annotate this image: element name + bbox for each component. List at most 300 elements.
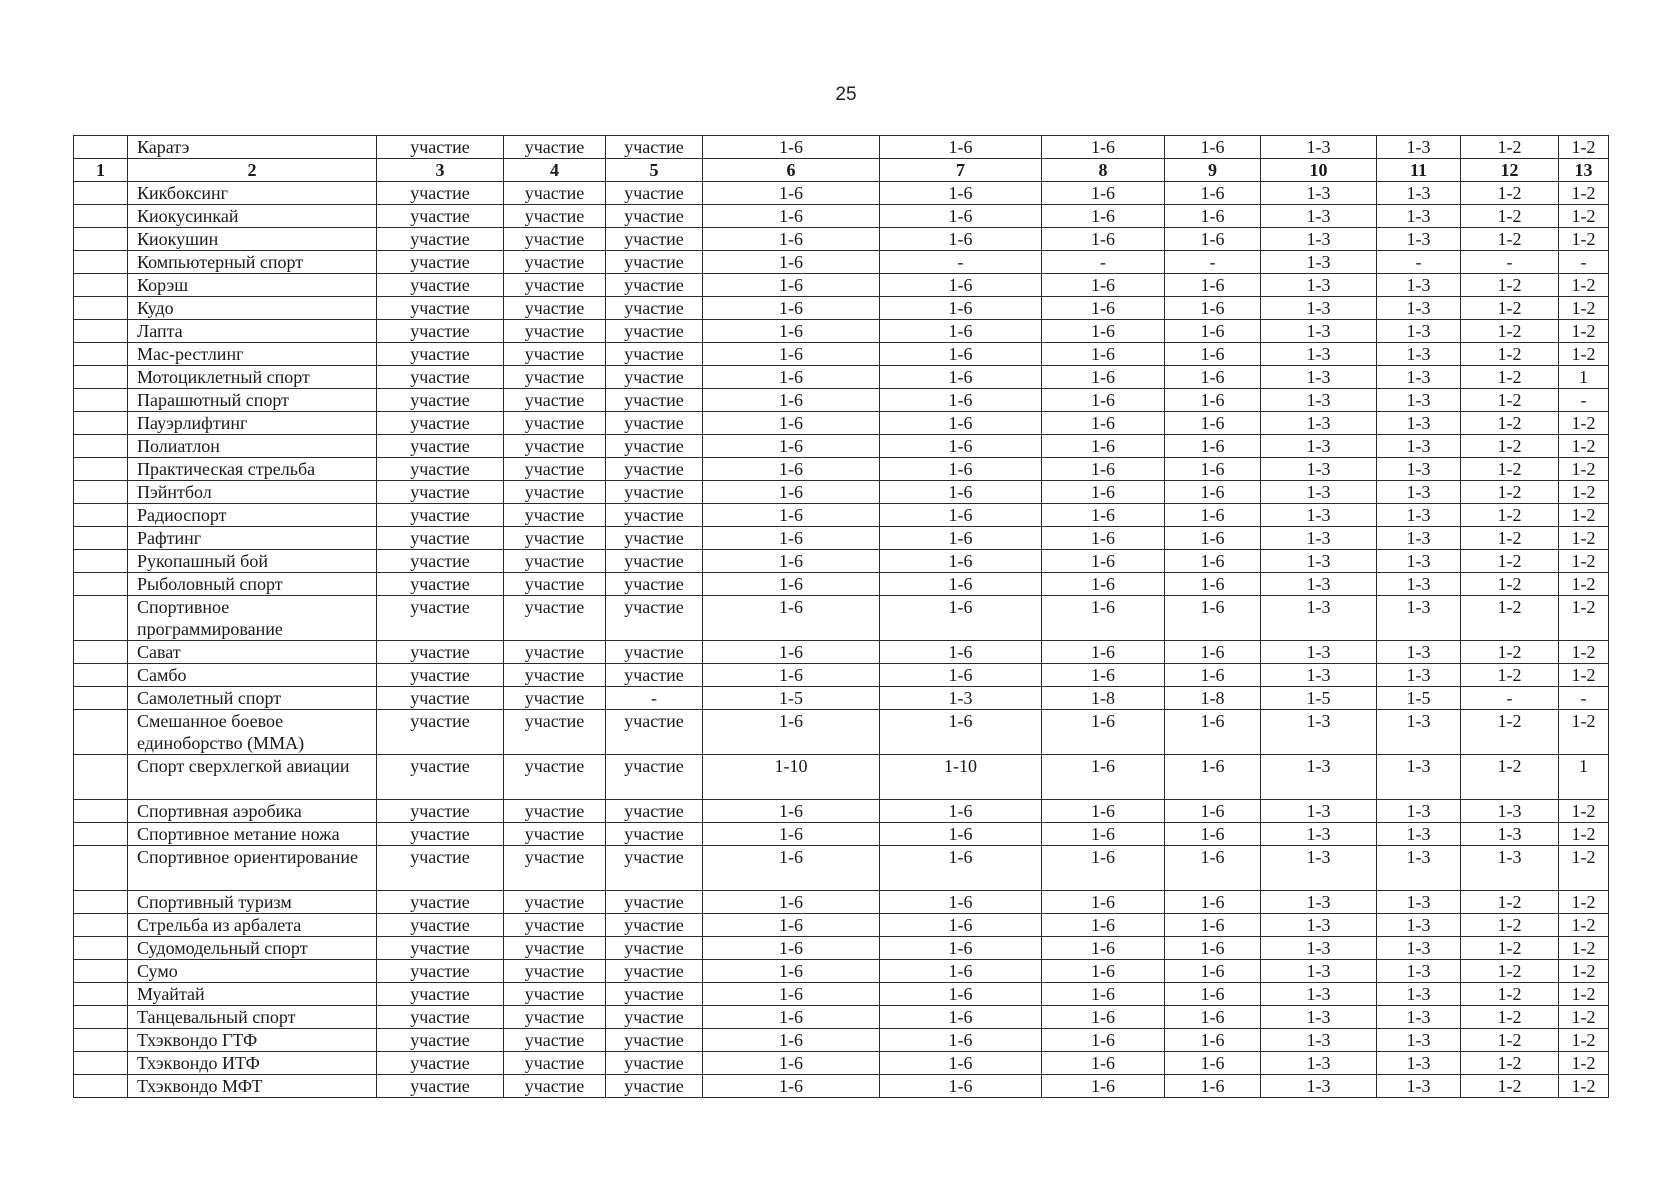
table-row <box>74 274 1609 297</box>
column-number: 3 <box>377 159 504 182</box>
cell-index <box>74 412 128 435</box>
cell-sport-name: Каратэ <box>128 136 377 159</box>
cell: 1-6 <box>1165 983 1261 1006</box>
cell: 1-6 <box>1165 550 1261 573</box>
table-row <box>74 527 1609 550</box>
cell: 1-6 <box>703 550 880 573</box>
cell: 1-2 <box>1461 1075 1559 1098</box>
cell: 1-6 <box>703 251 880 274</box>
cell-sport-name: Рукопашный бой <box>128 550 377 573</box>
table-row <box>74 251 1609 274</box>
cell-sport-name: Тхэквондо МФТ <box>128 1075 377 1098</box>
cell: 1 <box>1559 755 1609 800</box>
cell: 1-3 <box>1261 251 1377 274</box>
cell: 1-3 <box>1377 1006 1461 1029</box>
cell: 1-6 <box>1042 205 1165 228</box>
cell: участие <box>377 664 504 687</box>
cell-sport-name: Кудо <box>128 297 377 320</box>
cell: участие <box>606 136 703 159</box>
cell: 1-2 <box>1461 573 1559 596</box>
cell: участие <box>504 251 606 274</box>
cell-index <box>74 1052 128 1075</box>
cell: 1-6 <box>703 504 880 527</box>
cell: 1-3 <box>1261 960 1377 983</box>
cell: 1-3 <box>1261 1052 1377 1075</box>
cell-sport-name: Компьютерный спорт <box>128 251 377 274</box>
cell: участие <box>377 297 504 320</box>
cell: 1-2 <box>1559 983 1609 1006</box>
cell: 1-6 <box>1165 389 1261 412</box>
column-number: 7 <box>880 159 1042 182</box>
cell: 1-3 <box>1377 1029 1461 1052</box>
cell: 1-3 <box>1461 846 1559 891</box>
cell: участие <box>606 205 703 228</box>
cell: участие <box>377 504 504 527</box>
cell: 1-6 <box>1165 504 1261 527</box>
cell: 1-3 <box>1261 846 1377 891</box>
cell: 1-2 <box>1559 504 1609 527</box>
cell: 1-6 <box>703 136 880 159</box>
cell-index <box>74 664 128 687</box>
cell-index <box>74 641 128 664</box>
cell: 1-3 <box>1261 136 1377 159</box>
cell: 1-2 <box>1461 755 1559 800</box>
cell: 1-6 <box>880 320 1042 343</box>
cell: участие <box>504 641 606 664</box>
cell: 1-3 <box>1377 274 1461 297</box>
cell-index <box>74 205 128 228</box>
cell: 1-6 <box>1042 596 1165 641</box>
cell: 1-3 <box>1261 755 1377 800</box>
cell-sport-name: Смешанное боевое единоборство (ММА) <box>128 710 377 755</box>
cell: 1-6 <box>1165 205 1261 228</box>
cell-index <box>74 481 128 504</box>
cell: 1-6 <box>1165 596 1261 641</box>
cell: 1-6 <box>1165 366 1261 389</box>
column-number: 8 <box>1042 159 1165 182</box>
cell-index <box>74 937 128 960</box>
cell: 1-6 <box>880 435 1042 458</box>
cell: 1-3 <box>1377 481 1461 504</box>
cell: 1-2 <box>1559 435 1609 458</box>
cell: участие <box>504 550 606 573</box>
cell: 1-6 <box>1042 914 1165 937</box>
cell: участие <box>377 641 504 664</box>
cell: 1-2 <box>1559 205 1609 228</box>
table-row <box>74 983 1609 1006</box>
cell-index <box>74 527 128 550</box>
cell: 1-2 <box>1559 136 1609 159</box>
cell: 1-2 <box>1559 343 1609 366</box>
cell: 1-6 <box>703 228 880 251</box>
cell: участие <box>504 1006 606 1029</box>
table-row <box>74 573 1609 596</box>
cell: 1-6 <box>1165 846 1261 891</box>
cell: 1-3 <box>1377 983 1461 1006</box>
cell: 1-3 <box>1261 297 1377 320</box>
column-number: 12 <box>1461 159 1559 182</box>
cell: 1-6 <box>1042 846 1165 891</box>
cell-index <box>74 366 128 389</box>
cell: 1-3 <box>1261 458 1377 481</box>
cell: - <box>1461 687 1559 710</box>
cell-index <box>74 458 128 481</box>
cell: участие <box>504 1029 606 1052</box>
cell: 1-3 <box>1377 136 1461 159</box>
cell: 1-3 <box>1261 182 1377 205</box>
cell-index <box>74 1029 128 1052</box>
table-row <box>74 1029 1609 1052</box>
cell-index <box>74 891 128 914</box>
cell: 1-2 <box>1461 343 1559 366</box>
cell: 1-6 <box>880 1029 1042 1052</box>
cell: участие <box>606 320 703 343</box>
cell: 1-6 <box>1042 297 1165 320</box>
cell: 1-6 <box>703 983 880 1006</box>
table-row <box>74 914 1609 937</box>
cell: 1-3 <box>1377 343 1461 366</box>
cell: 1-2 <box>1559 800 1609 823</box>
cell: 1-6 <box>880 1006 1042 1029</box>
cell: 1-6 <box>1165 891 1261 914</box>
column-number: 4 <box>504 159 606 182</box>
cell: 1-6 <box>880 297 1042 320</box>
cell: 1-6 <box>1165 228 1261 251</box>
cell-sport-name: Полиатлон <box>128 435 377 458</box>
cell: 1-6 <box>1042 136 1165 159</box>
cell: 1-3 <box>880 687 1042 710</box>
cell: участие <box>504 412 606 435</box>
cell: 1-6 <box>880 1075 1042 1098</box>
cell: 1-3 <box>1377 800 1461 823</box>
cell-sport-name: Пауэрлифтинг <box>128 412 377 435</box>
table-row <box>74 412 1609 435</box>
cell: 1-2 <box>1559 1075 1609 1098</box>
table-row <box>74 710 1609 755</box>
cell-sport-name: Тхэквондо ГТФ <box>128 1029 377 1052</box>
cell <box>74 136 128 159</box>
cell: участие <box>606 891 703 914</box>
cell: 1-6 <box>880 983 1042 1006</box>
cell: 1-3 <box>1461 800 1559 823</box>
cell-sport-name: Мас-рестлинг <box>128 343 377 366</box>
cell: 1-2 <box>1461 389 1559 412</box>
cell: участие <box>377 435 504 458</box>
cell: участие <box>377 846 504 891</box>
page-number: 25 <box>835 84 857 105</box>
cell: 1-6 <box>1042 1052 1165 1075</box>
cell-index <box>74 297 128 320</box>
cell: 1-3 <box>1261 435 1377 458</box>
cell: участие <box>377 1052 504 1075</box>
cell-sport-name: Спортивная аэробика <box>128 800 377 823</box>
cell: 1-3 <box>1377 1075 1461 1098</box>
cell: 1-6 <box>703 458 880 481</box>
cell: 1-2 <box>1559 228 1609 251</box>
cell: участие <box>606 527 703 550</box>
cell: 1-6 <box>703 366 880 389</box>
cell: 1-6 <box>880 550 1042 573</box>
cell: 1-6 <box>880 458 1042 481</box>
cell: 1-3 <box>1377 823 1461 846</box>
cell: 1-3 <box>1377 573 1461 596</box>
cell: 1-3 <box>1261 664 1377 687</box>
cell: 1-6 <box>880 914 1042 937</box>
cell: 1-3 <box>1377 846 1461 891</box>
cell: 1-3 <box>1261 914 1377 937</box>
cell: 1-6 <box>1042 527 1165 550</box>
cell: 1-3 <box>1377 1052 1461 1075</box>
cell-sport-name: Корэш <box>128 274 377 297</box>
cell: 1-6 <box>1165 800 1261 823</box>
cell: 1-6 <box>1165 960 1261 983</box>
cell: участие <box>377 710 504 755</box>
cell: 1-6 <box>1042 823 1165 846</box>
cell-index <box>74 343 128 366</box>
cell: участие <box>504 710 606 755</box>
cell: 1-6 <box>880 343 1042 366</box>
cell: 1-6 <box>880 504 1042 527</box>
table-row <box>74 800 1609 823</box>
cell: 1-6 <box>703 205 880 228</box>
cell: 1-3 <box>1261 800 1377 823</box>
cell: 1-6 <box>1165 573 1261 596</box>
cell: участие <box>377 960 504 983</box>
cell: 1-3 <box>1261 366 1377 389</box>
cell: 1-6 <box>703 1052 880 1075</box>
cell: 1-2 <box>1461 481 1559 504</box>
cell: 1-6 <box>703 527 880 550</box>
cell: участие <box>504 1052 606 1075</box>
cell-index <box>74 251 128 274</box>
cell: участие <box>377 1006 504 1029</box>
table-row <box>74 823 1609 846</box>
cell-index <box>74 389 128 412</box>
cell: 1-3 <box>1377 891 1461 914</box>
cell-sport-name: Киокушин <box>128 228 377 251</box>
cell: 1-3 <box>1377 389 1461 412</box>
cell: 1-2 <box>1461 710 1559 755</box>
cell: участие <box>606 983 703 1006</box>
table-row <box>74 937 1609 960</box>
cell: 1-2 <box>1461 366 1559 389</box>
cell: 1-2 <box>1461 596 1559 641</box>
cell-sport-name: Самолетный спорт <box>128 687 377 710</box>
cell: 1-6 <box>703 1029 880 1052</box>
cell: 1-6 <box>880 891 1042 914</box>
cell: участие <box>377 343 504 366</box>
cell: 1-3 <box>1377 641 1461 664</box>
cell: 1-6 <box>703 937 880 960</box>
cell: 1-6 <box>1042 1075 1165 1098</box>
cell: 1-2 <box>1461 641 1559 664</box>
cell: 1-6 <box>1042 1006 1165 1029</box>
cell: 1-2 <box>1559 1006 1609 1029</box>
cell: участие <box>504 914 606 937</box>
cell: 1-6 <box>1042 320 1165 343</box>
cell: 1-3 <box>1461 823 1559 846</box>
cell: участие <box>377 182 504 205</box>
cell: участие <box>606 435 703 458</box>
cell: участие <box>606 297 703 320</box>
cell: 1-2 <box>1559 481 1609 504</box>
cell: участие <box>606 389 703 412</box>
cell: участие <box>377 891 504 914</box>
cell-sport-name: Пэйнтбол <box>128 481 377 504</box>
cell: 1-2 <box>1461 205 1559 228</box>
cell: участие <box>377 205 504 228</box>
cell: участие <box>504 573 606 596</box>
cell: 1-2 <box>1461 136 1559 159</box>
cell-sport-name: Тхэквондо ИТФ <box>128 1052 377 1075</box>
cell: - <box>1165 251 1261 274</box>
cell: участие <box>606 1052 703 1075</box>
cell: 1-6 <box>880 527 1042 550</box>
cell: 1-6 <box>703 960 880 983</box>
cell: 1-6 <box>703 274 880 297</box>
cell: 1-3 <box>1261 527 1377 550</box>
cell-index <box>74 823 128 846</box>
cell: 1-2 <box>1559 823 1609 846</box>
cell: участие <box>504 983 606 1006</box>
cell: 1-6 <box>1042 481 1165 504</box>
cell: 1-2 <box>1559 182 1609 205</box>
table-row <box>74 641 1609 664</box>
cell: 1-2 <box>1559 412 1609 435</box>
table-row <box>74 550 1609 573</box>
cell: 1-6 <box>1042 1029 1165 1052</box>
cell: 1-6 <box>1165 641 1261 664</box>
cell: 1-2 <box>1461 983 1559 1006</box>
cell: 1-6 <box>703 389 880 412</box>
cell: 1-3 <box>1261 573 1377 596</box>
cell: 1-6 <box>703 343 880 366</box>
cell: 1-2 <box>1461 504 1559 527</box>
cell: 1-6 <box>1165 664 1261 687</box>
table-row <box>74 297 1609 320</box>
cell: 1-2 <box>1461 664 1559 687</box>
table-row <box>74 846 1609 891</box>
table-row <box>74 182 1609 205</box>
cell: участие <box>504 823 606 846</box>
cell: участие <box>504 182 606 205</box>
column-number-row <box>74 159 1609 182</box>
cell: участие <box>504 504 606 527</box>
cell: участие <box>504 664 606 687</box>
cell-index <box>74 435 128 458</box>
cell: 1-6 <box>1165 1029 1261 1052</box>
cell: 1-6 <box>1165 274 1261 297</box>
cell: участие <box>377 389 504 412</box>
cell-index <box>74 983 128 1006</box>
cell: участие <box>504 527 606 550</box>
cell: 1-3 <box>1377 366 1461 389</box>
cell: 1-3 <box>1261 481 1377 504</box>
cell: 1-3 <box>1261 274 1377 297</box>
table-row <box>74 960 1609 983</box>
cell: 1-6 <box>703 664 880 687</box>
table-row <box>74 664 1609 687</box>
cell: участие <box>377 136 504 159</box>
cell: участие <box>377 228 504 251</box>
cell: 1 <box>1559 366 1609 389</box>
cell: 1-3 <box>1377 596 1461 641</box>
cell-sport-name: Стрельба из арбалета <box>128 914 377 937</box>
cell: 1-3 <box>1261 228 1377 251</box>
cell-index <box>74 1006 128 1029</box>
column-number: 10 <box>1261 159 1377 182</box>
cell: 1-3 <box>1261 343 1377 366</box>
cell: 1-3 <box>1261 412 1377 435</box>
cell: участие <box>377 251 504 274</box>
cell-index <box>74 274 128 297</box>
cell: 1-5 <box>1377 687 1461 710</box>
cell: участие <box>504 800 606 823</box>
cell: - <box>606 687 703 710</box>
cell: 1-3 <box>1377 297 1461 320</box>
cell: 1-2 <box>1461 182 1559 205</box>
cell: участие <box>606 823 703 846</box>
cell-index <box>74 550 128 573</box>
cell: 1-6 <box>1165 1052 1261 1075</box>
cell: участие <box>606 641 703 664</box>
cell: 1-6 <box>1042 573 1165 596</box>
cell: - <box>1559 251 1609 274</box>
cell: участие <box>606 550 703 573</box>
cell: участие <box>606 504 703 527</box>
cell: участие <box>377 527 504 550</box>
cell: 1-2 <box>1461 412 1559 435</box>
cell: 1-3 <box>1377 937 1461 960</box>
cell: участие <box>606 412 703 435</box>
cell: участие <box>606 1075 703 1098</box>
table-row <box>74 891 1609 914</box>
cell: 1-6 <box>880 412 1042 435</box>
cell: участие <box>377 320 504 343</box>
cell: 1-2 <box>1461 297 1559 320</box>
cell: 1-3 <box>1261 823 1377 846</box>
cell-index <box>74 573 128 596</box>
cell: 1-8 <box>1165 687 1261 710</box>
column-number: 5 <box>606 159 703 182</box>
table-row <box>74 366 1609 389</box>
cell: 1-6 <box>1042 800 1165 823</box>
cell: 1-6 <box>1165 937 1261 960</box>
cell: - <box>1461 251 1559 274</box>
cell: 1-6 <box>880 389 1042 412</box>
cell: 1-8 <box>1042 687 1165 710</box>
cell: участие <box>504 205 606 228</box>
cell: участие <box>377 481 504 504</box>
table-row <box>74 1006 1609 1029</box>
cell: 1-6 <box>1042 755 1165 800</box>
cell: участие <box>606 481 703 504</box>
cell: 1-3 <box>1261 1006 1377 1029</box>
cell: участие <box>377 1075 504 1098</box>
cell: 1-3 <box>1377 458 1461 481</box>
cell: 1-3 <box>1377 205 1461 228</box>
cell: участие <box>504 228 606 251</box>
cell: участие <box>504 1075 606 1098</box>
cell: - <box>1377 251 1461 274</box>
cell: 1-6 <box>880 800 1042 823</box>
cell: - <box>1559 389 1609 412</box>
cell-sport-name: Спортивный туризм <box>128 891 377 914</box>
cell: 1-6 <box>703 297 880 320</box>
cell: 1-3 <box>1377 320 1461 343</box>
cell: 1-6 <box>1042 389 1165 412</box>
table-row <box>74 687 1609 710</box>
